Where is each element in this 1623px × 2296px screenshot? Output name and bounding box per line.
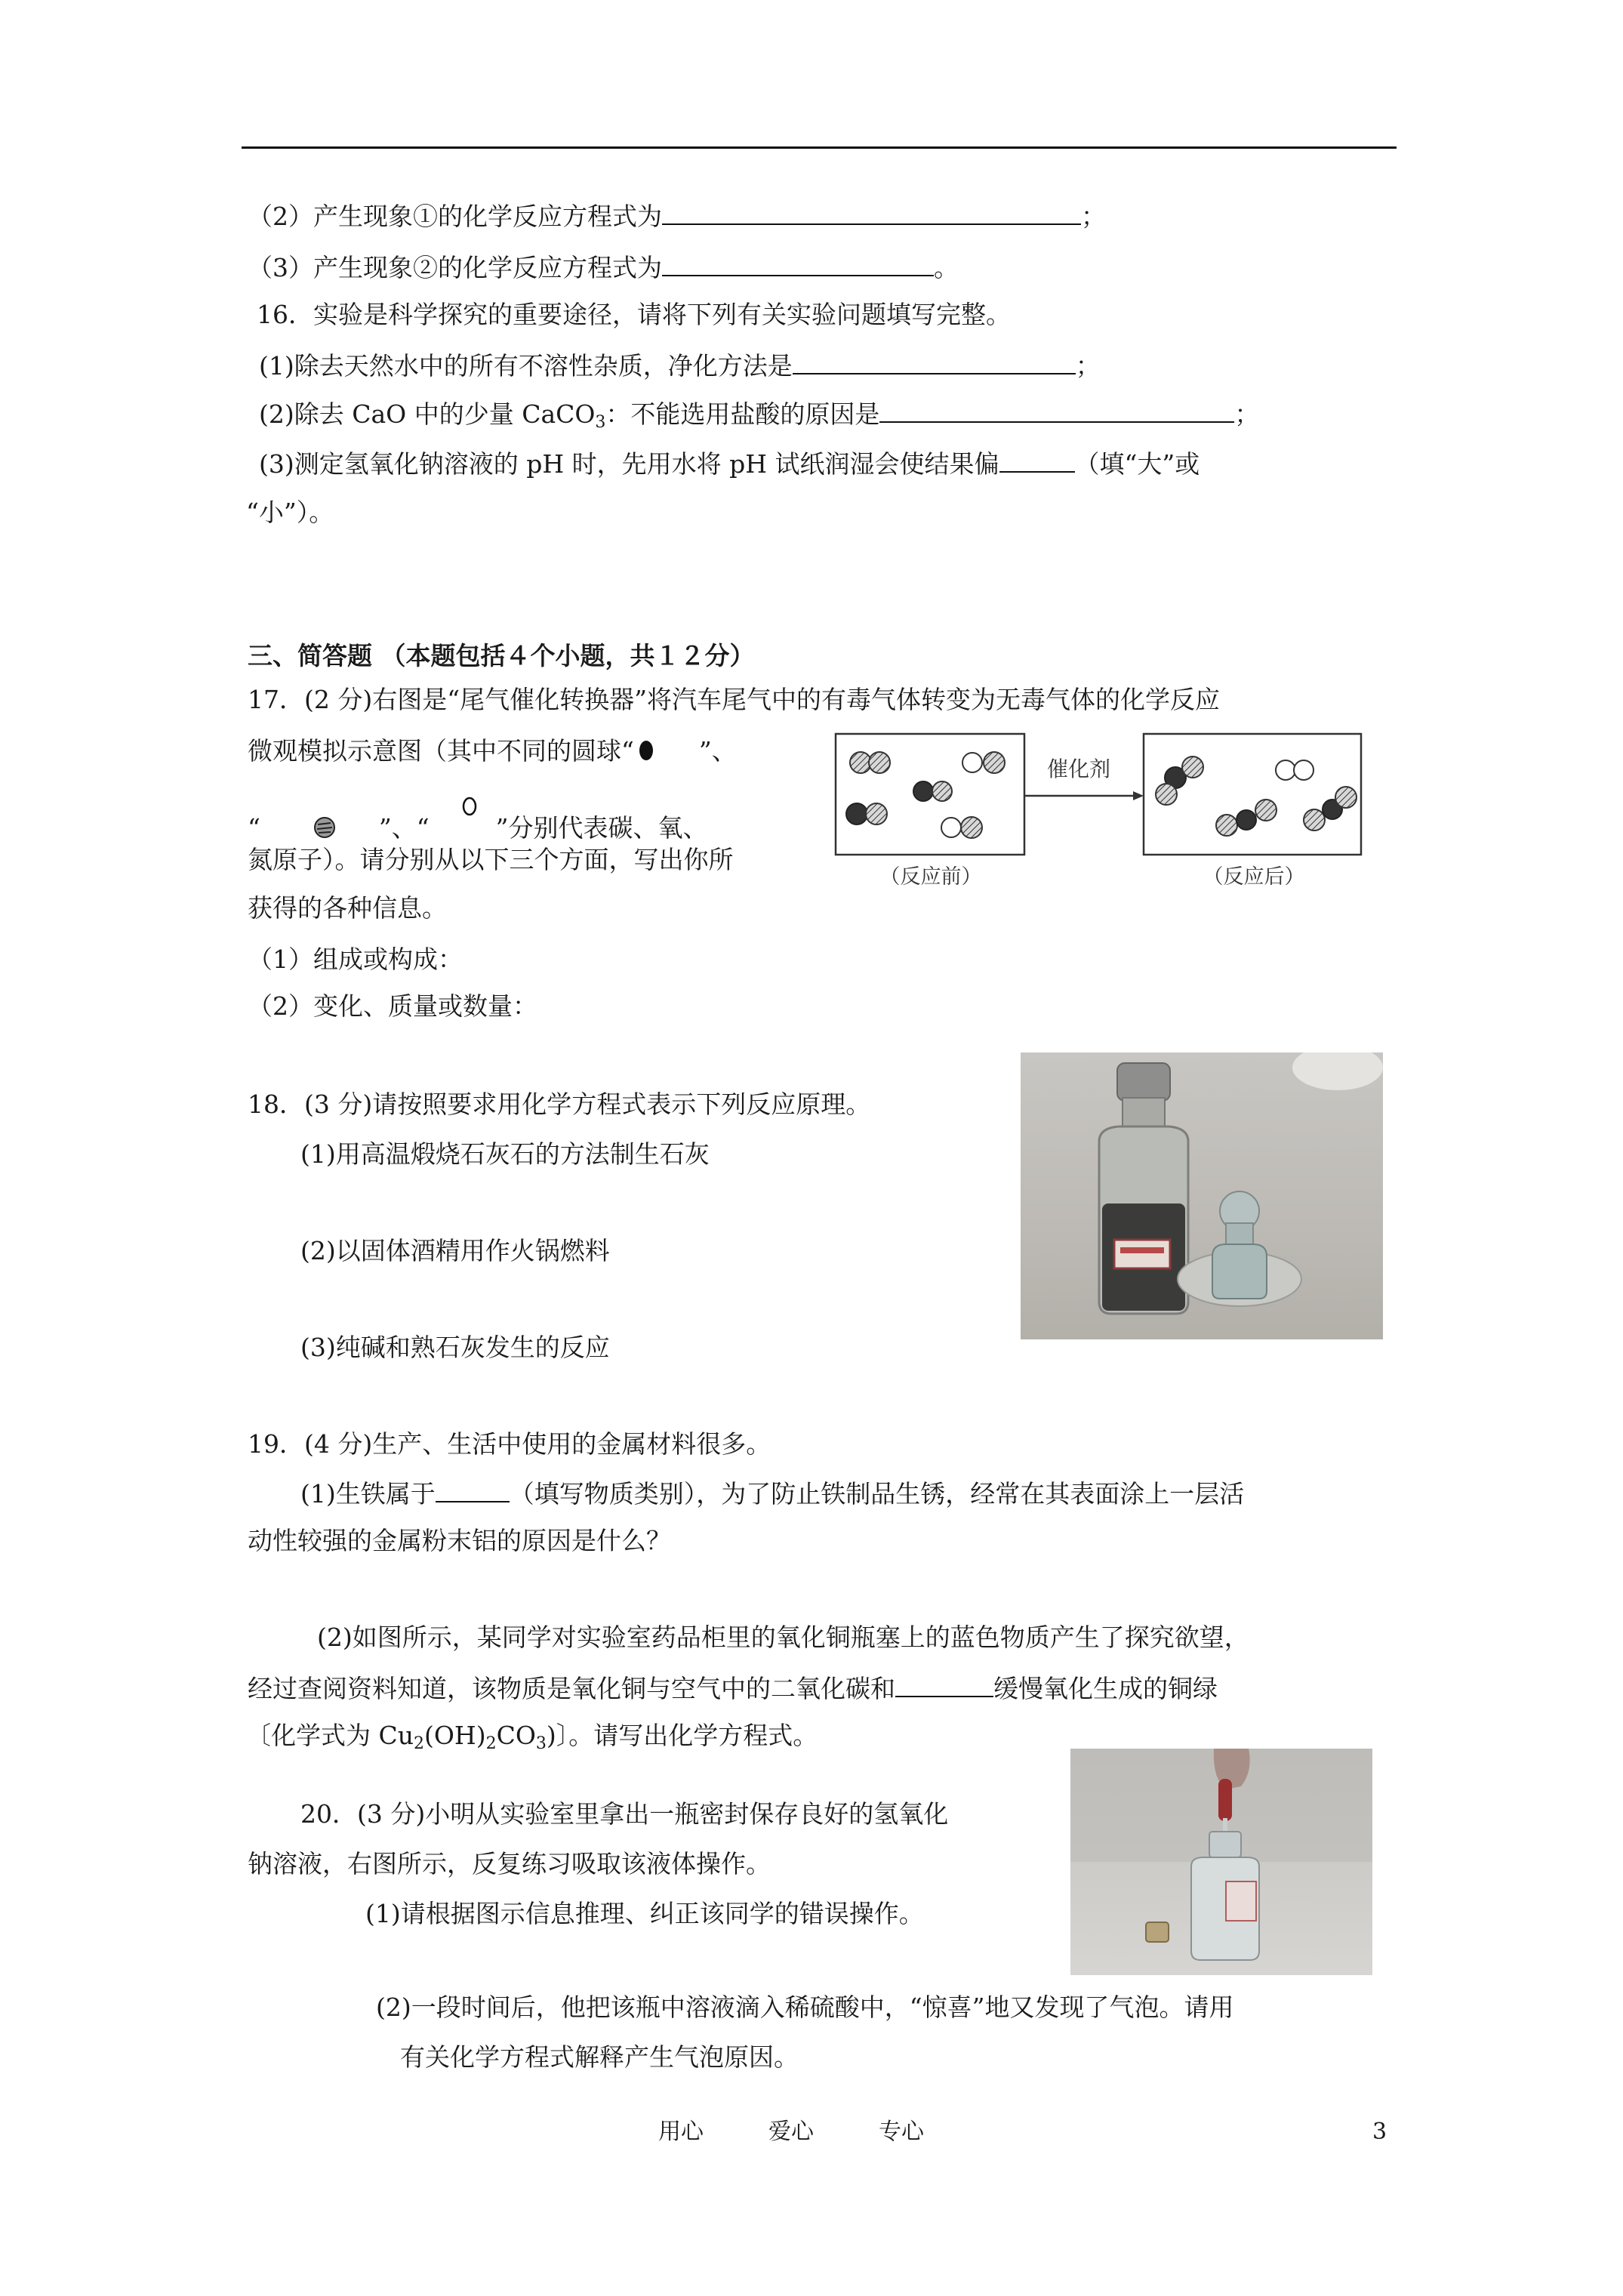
q17-line-5: 获得的各种信息。: [248, 893, 447, 923]
q19-item-1: [300, 1475, 1244, 1512]
answer-blank[interactable]: [436, 1475, 510, 1502]
q19-item-2-text: 经过查阅资料知道，该物质是氧化铜与空气中的二氧化碳和: [248, 1674, 895, 1703]
dropper-illustration: [1070, 1749, 1372, 1975]
q16-item-1-text: (1)除去天然水中的所有不溶性杂质，净化方法是: [259, 351, 793, 381]
header-rule: [242, 146, 1397, 149]
answer-blank[interactable]: [793, 347, 1076, 374]
q15-item-2: [248, 198, 1106, 234]
page-number: 3: [1372, 2119, 1387, 2145]
after-label: （反应后）: [1203, 865, 1305, 889]
q16-title: 16．实验是科学探究的重要途径，请将下列有关实验问题填写完整。: [257, 300, 1011, 329]
formula-text: CO: [496, 1721, 536, 1750]
q16-item-3-cont: “小”）。: [246, 498, 334, 527]
q19-item-2-line-2: [248, 1670, 1218, 1706]
q17-sub-1: （1）组成或构成：: [248, 945, 463, 974]
q18-title: 18．(3 分)请按照要求用化学方程式表示下列反应原理。: [248, 1089, 871, 1119]
dropper-bottle-photo: [1070, 1749, 1372, 1975]
formula-text: 〔化学式为 Cu: [246, 1721, 414, 1750]
q20-item-2: (2)一段时间后，他把该瓶中溶液滴入稀硫酸中，“惊喜”地又发现了气泡。请用: [376, 1992, 1234, 2022]
bottle-illustration: [1021, 1052, 1383, 1339]
q17-line-1: 17．(2 分)右图是“尾气催化转换器”将汽车尾气中的有毒气体转变为无毒气体的化学反应: [248, 685, 1220, 714]
answer-blank[interactable]: [879, 396, 1234, 423]
footer-motto-1: 用心: [658, 2119, 704, 2145]
q15-item-3-text: （3）产生现象②的化学反应方程式为: [248, 253, 662, 282]
q19-title: 19．(4 分)生产、生活中使用的金属材料很多。: [248, 1429, 771, 1459]
q18-item-2: (2)以固体酒精用作火锅燃料: [300, 1236, 610, 1265]
subscript: 2: [485, 1734, 497, 1753]
answer-blank[interactable]: [999, 445, 1075, 473]
q17-line-4: 氮原子）。请分别从以下三个方面，写出你所: [248, 845, 734, 874]
q19-item-1-cont: 动性较强的金属粉末铝的原因是什么？: [248, 1526, 671, 1555]
punct: “: [248, 813, 260, 843]
q15-item-3: [248, 249, 959, 285]
punct: ”、: [698, 736, 737, 766]
reaction-diagram: [834, 731, 1363, 897]
subscript: 3: [595, 413, 606, 432]
nitrogen-atom-icon: [460, 793, 479, 826]
before-label: （反应前）: [879, 865, 982, 889]
q19-item-2-text-end: 缓慢氧化生成的铜绿: [993, 1674, 1218, 1703]
q16-item-3-text: (3)测定氢氧化钠溶液的 pH 时，先用水将 pH 试纸润湿会使结果偏: [259, 449, 999, 479]
q19-formula-line: [246, 1718, 818, 1753]
q16-item-3: [259, 445, 1200, 482]
carbon-atom-icon: [634, 737, 661, 764]
arrow-head-icon: [1133, 791, 1144, 800]
answer-blank[interactable]: [895, 1670, 993, 1697]
answer-blank[interactable]: [662, 198, 1081, 225]
q18-item-1: (1)用高温煅烧石灰石的方法制生石灰: [300, 1139, 710, 1169]
arrow-label: 催化剂: [1046, 757, 1111, 781]
q17-line-2: [248, 734, 737, 769]
q15-item-2-text: （2）产生现象①的化学反应方程式为: [248, 202, 662, 231]
q17-sub-2: （2）变化、质量或数量：: [248, 991, 537, 1021]
q16-item-3-end: （填“大”或: [1074, 449, 1200, 479]
q19-item-1-text-b: （填写物质类别），为了防止铁制品生锈，经常在其表面涂上一层活: [509, 1479, 1245, 1509]
punct: ；: [1234, 399, 1260, 429]
q19-item-1-text: (1)生铁属于: [300, 1479, 436, 1509]
punct: ”、“: [378, 813, 430, 843]
q16-item-2: [259, 396, 1259, 432]
q17-line-3-text: ”分别代表碳、氧、: [495, 813, 708, 843]
subscript: 3: [535, 1734, 547, 1753]
q16-item-2-text: (2)除去 CaO 中的少量 CaCO: [259, 399, 596, 429]
q16-item-2-text-b: ：不能选用盐酸的原因是: [605, 399, 880, 429]
punct: ；: [1075, 351, 1101, 381]
q17-line-3: [248, 793, 708, 846]
q19-item-2: (2)如图所示，某同学对实验室药品柜里的氧化铜瓶塞上的蓝色物质产生了探究欲望，: [317, 1623, 1249, 1652]
reagent-bottle-photo: [1021, 1052, 1383, 1339]
footer-motto-3: 专心: [879, 2119, 924, 2145]
q18-item-3: (3)纯碱和熟石灰发生的反应: [300, 1333, 610, 1362]
formula-text: (OH): [424, 1721, 486, 1750]
q20-item-1: (1)请根据图示信息推理、纠正该同学的错误操作。: [365, 1899, 924, 1928]
q17-line-2-text: 微观模拟示意图（其中不同的圆球“: [248, 736, 634, 766]
formula-text: )〕。请写出化学方程式。: [546, 1721, 818, 1750]
q16-item-1: [259, 347, 1101, 384]
section-3-title: 三、简答题 （本题包括４个小题，共１２分）: [248, 641, 755, 670]
q20-line-2: 钠溶液，右图所示，反复练习吸取该液体操作。: [248, 1849, 771, 1878]
answer-blank[interactable]: [662, 249, 934, 276]
footer-motto-2: 爱心: [768, 2119, 814, 2145]
q20-item-2-cont: 有关化学方程式解释产生气泡原因。: [400, 2042, 799, 2072]
subscript: 2: [414, 1734, 424, 1753]
punct: 。: [934, 253, 959, 282]
punct: ；: [1081, 202, 1106, 231]
q20-line-1: 20．(3 分)小明从实验室里拿出一瓶密封保存良好的氢氧化: [300, 1799, 949, 1829]
oxygen-atom-icon: [310, 814, 341, 841]
